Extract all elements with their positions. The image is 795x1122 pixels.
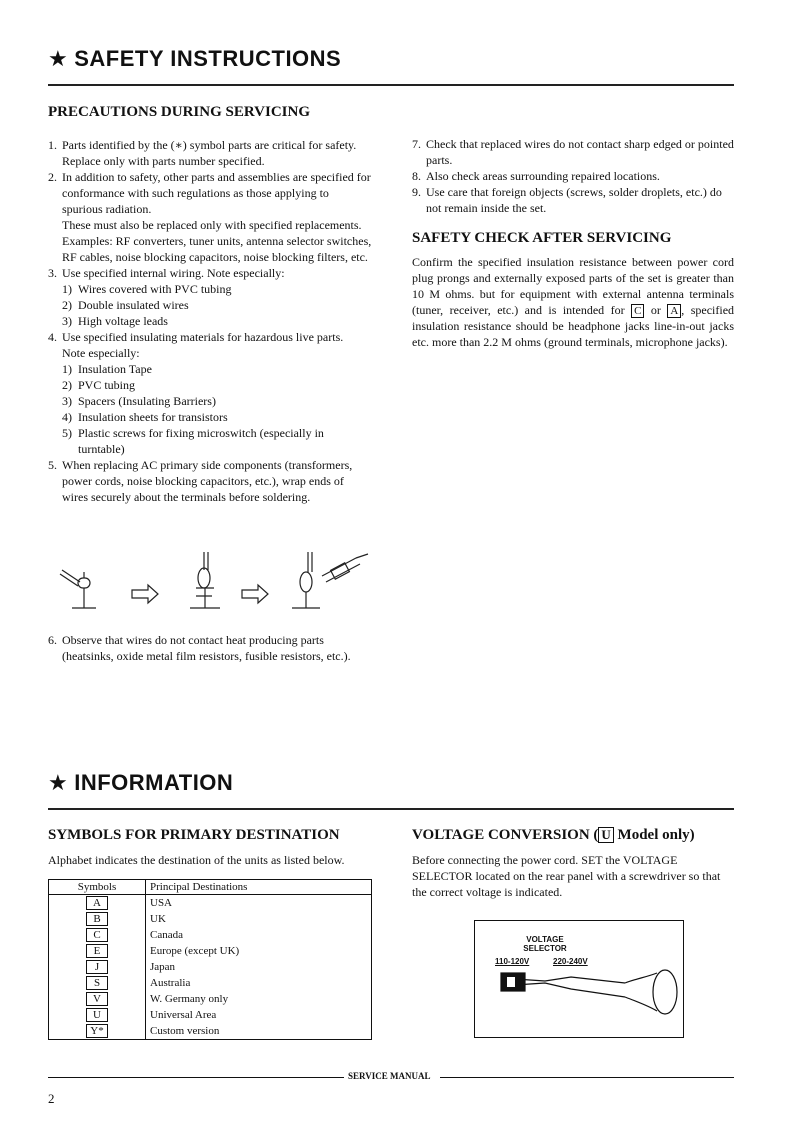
voltage-text: Before connecting the power cord. SET the VOLTAGE SELECTOR located on the rear panel with a screwdriver so that the correct voltage is indicated. [412,853,721,899]
precaution-item-6 [48,632,372,664]
safety-check-text: Confirm the specified insulation resistance between power cord plug prongs and externally exposed parts of the set is greater than 10 M ohms. but for equipment with external antenna terminals (tuner, receiver, etc.) and is intended for C or A , specified insulation resistance should be headphone jacks line-in-out jacks etc. more than 2.2 M ohms (ground terminals, microphone jacks). [412,255,735,349]
star-icon: ★ [48,770,69,795]
diagram-label: VOLTAGE SELECTOR [523,935,567,953]
title-rule [48,84,734,86]
list-item: 3. Use specified internal wiring. Note especially: 1) Wires covered with PVC tubing 2) Double insulated wires 3) High voltage leads [48,265,372,329]
precautions-heading: PRECAUTIONS DURING SERVICING [48,104,311,120]
table-row: C Canada [49,927,372,943]
table-row: J Japan [49,959,372,975]
table-header: Principal Destinations [146,880,372,895]
table-row: S Australia [49,975,372,991]
table-row: V W. Germany only [49,991,372,1007]
table-row: A USA [49,895,372,912]
safety-check-heading: SAFETY CHECK AFTER SERVICING [412,230,672,246]
footer-label: SERVICE MANUAL [348,1071,431,1081]
terminal-step-2 [190,552,220,608]
list-item: 5. When replacing AC primary side components (transformers, power cords, noise blocking capacitors, etc.), wrap ends of wires securely about the terminals before soldering. [48,458,353,504]
list-item: 1. Parts identified by the (∗) symbol parts are critical for safety. Replace only with parts number specified. [48,138,357,168]
table-row: Y* Custom version [49,1023,372,1040]
safety-title: ★ SAFETY INSTRUCTIONS [48,46,342,71]
table-row: E Europe (except UK) [49,943,372,959]
list-item: 9. Use care that foreign objects (screws, solder droplets, etc.) do not remain inside the set. [412,185,722,215]
table-row: U Universal Area [49,1007,372,1023]
footer-rule-right [440,1077,734,1078]
sub-item: 4) Insulation sheets for transistors [62,410,228,424]
sub-item: 3) Spacers (Insulating Barriers) [62,394,216,408]
star-icon: ★ [48,46,69,71]
voltage-220-label: 220-240V [553,957,588,966]
list-item: 7. Check that replaced wires do not contact sharp edged or pointed parts. [412,137,734,167]
screwdriver-icon [475,921,683,1037]
sub-item: 5) Plastic screws for fixing microswitch (especially in turntable) [62,426,324,456]
voltage-selector-diagram [474,920,684,1038]
arrow-icon [242,585,268,603]
sub-item: 1) Wires covered with PVC tubing [62,282,232,296]
precautions-left-column [48,137,372,505]
terminal-step-3 [292,552,368,608]
footer-rule-left [48,1077,344,1078]
table-header: Symbols [49,880,146,895]
list-item: 8. Also check areas surrounding repaired locations. [412,169,660,183]
terminal-step-1 [60,570,96,608]
voltage-110-label: 110-120V [495,957,530,966]
voltage-heading: VOLTAGE CONVERSION ( U Model only) [412,827,695,843]
symbols-heading: SYMBOLS FOR PRIMARY DESTINATION [48,827,340,843]
destination-table [48,879,372,1040]
sub-item: 1) Insulation Tape [62,362,152,376]
wiring-illustration [56,548,376,616]
info-rule [48,808,734,810]
precautions-right-column [412,136,734,216]
sub-item: 2) PVC tubing [62,378,136,392]
sub-item: 3) High voltage leads [62,314,168,328]
information-title: ★ INFORMATION [48,770,234,795]
arrow-icon [132,585,158,603]
list-item: 6. Observe that wires do not contact heat producing parts (heatsinks, oxide metal film resistors, fusible resistors, etc.). [48,633,351,663]
symbols-intro: Alphabet indicates the destination of the units as listed below. [48,853,345,867]
table-row: B UK [49,911,372,927]
page-number: 2 [48,1091,55,1106]
sub-item: 2) Double insulated wires [62,298,189,312]
list-item: 4. Use specified insulating materials for hazardous live parts. Note especially: 1) Insulation Tape 2) PVC tubing 3) Spacers (Insulating Barriers) 4) Insulation sheets for transistors 5) Plastic screws for fixing microswitch (especially in turntable) [48,329,372,457]
list-item: 2. In addition to safety, other parts and assemblies are specified for conformance with such regulations as those applying to spurious radiation. These must also be replaced only with specified replacements. Examples: RF converters, tuner units, antenna selector switches, RF cables, noise blocking capacitors, noise blocking filters, etc. [48,170,372,264]
